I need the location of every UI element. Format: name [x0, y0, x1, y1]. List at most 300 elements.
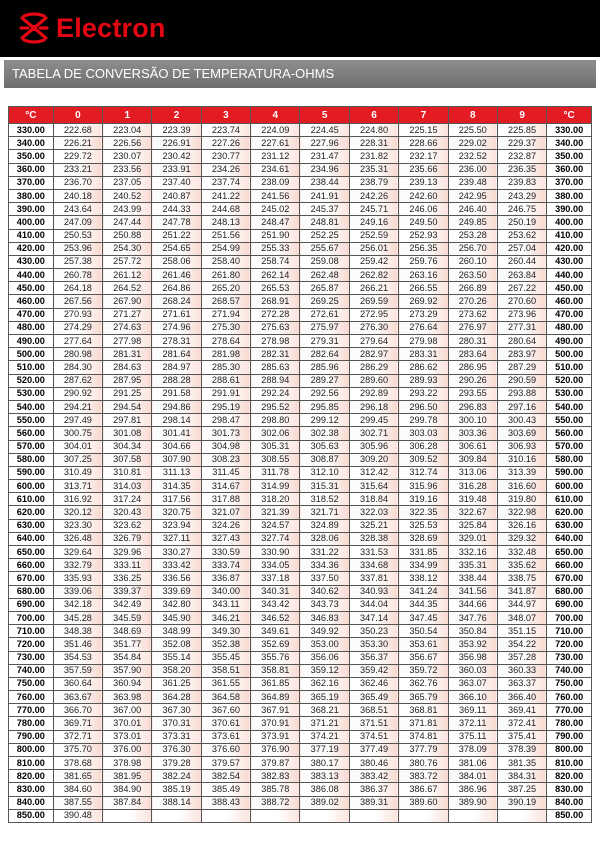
- temperature-cell: 460.00: [9, 295, 54, 308]
- resistance-cell: 377.79: [399, 743, 448, 756]
- resistance-cell: 257.38: [53, 255, 102, 268]
- temperature-cell: 480.00: [9, 321, 54, 334]
- temperature-cell: 540.00: [9, 400, 54, 413]
- resistance-cell: 373.01: [103, 730, 152, 743]
- resistance-cell: 349.30: [201, 625, 250, 638]
- temperature-cell: 780.00: [9, 717, 54, 730]
- resistance-cell: 276.97: [448, 321, 497, 334]
- resistance-cell: 288.28: [152, 374, 201, 387]
- resistance-cell: 299.12: [300, 414, 349, 427]
- resistance-cell: 355.45: [201, 651, 250, 664]
- resistance-cell: 319.48: [448, 493, 497, 506]
- temperature-cell: 810.00: [547, 757, 592, 770]
- resistance-cell: 306.28: [399, 440, 448, 453]
- temperature-cell: 630.00: [9, 519, 54, 532]
- resistance-cell: 300.43: [497, 414, 546, 427]
- table-row: [9, 638, 592, 651]
- resistance-cell: 249.50: [399, 216, 448, 229]
- resistance-cell: 277.64: [53, 335, 102, 348]
- resistance-cell: 353.30: [349, 638, 398, 651]
- resistance-cell: 318.52: [300, 493, 349, 506]
- resistance-cell: 364.28: [152, 691, 201, 704]
- resistance-cell: 226.91: [152, 137, 201, 150]
- resistance-cell: 329.01: [448, 532, 497, 545]
- resistance-cell: 357.59: [53, 664, 102, 677]
- resistance-cell: 256.01: [349, 242, 398, 255]
- resistance-cell: 348.07: [497, 611, 546, 624]
- resistance-cell: 311.78: [251, 466, 300, 479]
- resistance-cell: 291.58: [152, 387, 201, 400]
- resistance-cell: 248.47: [251, 216, 300, 229]
- resistance-cell: 297.16: [497, 400, 546, 413]
- resistance-cell: [399, 809, 448, 822]
- resistance-cell: 352.38: [201, 638, 250, 651]
- temperature-cell: 640.00: [9, 532, 54, 545]
- resistance-cell: 312.74: [399, 466, 448, 479]
- resistance-cell: [103, 809, 152, 822]
- resistance-cell: 244.33: [152, 203, 201, 216]
- temperature-cell: 720.00: [9, 638, 54, 651]
- resistance-cell: 279.31: [300, 335, 349, 348]
- temperature-cell: 670.00: [547, 572, 592, 585]
- resistance-cell: 275.30: [201, 321, 250, 334]
- resistance-cell: 389.90: [448, 796, 497, 809]
- resistance-cell: 330.90: [251, 546, 300, 559]
- resistance-cell: 261.12: [103, 269, 152, 282]
- resistance-cell: 288.61: [201, 374, 250, 387]
- resistance-cell: 320.12: [53, 506, 102, 519]
- resistance-cell: 252.59: [349, 229, 398, 242]
- resistance-cell: 272.61: [300, 308, 349, 321]
- resistance-cell: 334.68: [349, 559, 398, 572]
- table-row: [9, 611, 592, 624]
- resistance-cell: 299.78: [399, 414, 448, 427]
- resistance-cell: 276.30: [349, 321, 398, 334]
- resistance-cell: 383.13: [300, 770, 349, 783]
- temperature-cell: 670.00: [9, 572, 54, 585]
- resistance-cell: 251.90: [251, 229, 300, 242]
- resistance-cell: 295.52: [251, 400, 300, 413]
- resistance-cell: 381.35: [497, 757, 546, 770]
- column-header: 4: [251, 107, 300, 124]
- resistance-cell: [300, 809, 349, 822]
- resistance-cell: 305.96: [349, 440, 398, 453]
- resistance-cell: 235.31: [349, 163, 398, 176]
- column-header: °C: [9, 107, 54, 124]
- table-row: [9, 242, 592, 255]
- resistance-cell: 271.61: [152, 308, 201, 321]
- resistance-cell: 229.72: [53, 150, 102, 163]
- resistance-cell: 333.11: [103, 559, 152, 572]
- resistance-cell: 280.64: [497, 335, 546, 348]
- resistance-cell: 372.71: [53, 730, 102, 743]
- resistance-cell: [152, 809, 201, 822]
- resistance-cell: 237.74: [201, 176, 250, 189]
- resistance-cell: 313.39: [497, 466, 546, 479]
- resistance-cell: 307.58: [103, 453, 152, 466]
- resistance-cell: 390.19: [497, 796, 546, 809]
- temperature-cell: 560.00: [9, 427, 54, 440]
- resistance-cell: 386.67: [399, 783, 448, 796]
- resistance-cell: 310.16: [497, 453, 546, 466]
- table-row: [9, 691, 592, 704]
- resistance-cell: 384.90: [103, 783, 152, 796]
- resistance-cell: 287.29: [497, 361, 546, 374]
- resistance-cell: 341.87: [497, 585, 546, 598]
- resistance-cell: 364.58: [201, 691, 250, 704]
- resistance-cell: 256.70: [448, 242, 497, 255]
- resistance-cell: 331.22: [300, 546, 349, 559]
- temperature-cell: 430.00: [9, 255, 54, 268]
- resistance-cell: 243.64: [53, 203, 102, 216]
- temperature-cell: 760.00: [547, 691, 592, 704]
- temperature-cell: 530.00: [9, 387, 54, 400]
- resistance-cell: 358.81: [251, 664, 300, 677]
- resistance-cell: 296.83: [448, 400, 497, 413]
- table-row: [9, 176, 592, 189]
- table-row: [9, 189, 592, 202]
- resistance-cell: 293.22: [399, 387, 448, 400]
- resistance-cell: 245.71: [349, 203, 398, 216]
- resistance-cell: 267.22: [497, 282, 546, 295]
- resistance-cell: 343.73: [300, 598, 349, 611]
- resistance-cell: 325.84: [448, 519, 497, 532]
- resistance-cell: 326.16: [497, 519, 546, 532]
- resistance-cell: 337.18: [251, 572, 300, 585]
- resistance-cell: 242.26: [349, 189, 398, 202]
- temperature-cell: 710.00: [547, 625, 592, 638]
- resistance-cell: 269.25: [300, 295, 349, 308]
- table-row: [9, 704, 592, 717]
- table-row: [9, 295, 592, 308]
- temperature-cell: 760.00: [9, 691, 54, 704]
- resistance-cell: 308.87: [300, 453, 349, 466]
- resistance-cell: 364.89: [251, 691, 300, 704]
- resistance-cell: 303.36: [448, 427, 497, 440]
- resistance-cell: 302.38: [300, 427, 349, 440]
- resistance-cell: 278.64: [201, 335, 250, 348]
- temperature-cell: 680.00: [9, 585, 54, 598]
- resistance-cell: 263.50: [448, 269, 497, 282]
- resistance-cell: 237.40: [152, 176, 201, 189]
- temperature-cell: 470.00: [9, 308, 54, 321]
- resistance-cell: 263.16: [399, 269, 448, 282]
- resistance-cell: 376.30: [152, 743, 201, 756]
- temperature-cell: 460.00: [547, 295, 592, 308]
- resistance-cell: 353.00: [300, 638, 349, 651]
- resistance-cell: 282.31: [251, 348, 300, 361]
- resistance-cell: 384.31: [497, 770, 546, 783]
- resistance-cell: 343.11: [201, 598, 250, 611]
- resistance-cell: 313.71: [53, 480, 102, 493]
- column-header: 9: [497, 107, 546, 124]
- temperature-cell: 580.00: [547, 453, 592, 466]
- resistance-cell: 258.74: [251, 255, 300, 268]
- resistance-cell: 314.99: [251, 480, 300, 493]
- resistance-cell: 273.29: [399, 308, 448, 321]
- resistance-cell: 275.97: [300, 321, 349, 334]
- temperature-cell: 470.00: [547, 308, 592, 321]
- resistance-cell: 339.69: [152, 585, 201, 598]
- resistance-cell: 286.29: [349, 361, 398, 374]
- resistance-cell: 264.52: [103, 282, 152, 295]
- resistance-cell: 277.31: [497, 321, 546, 334]
- resistance-cell: 315.31: [300, 480, 349, 493]
- resistance-cell: 226.21: [53, 137, 102, 150]
- resistance-cell: 349.92: [300, 625, 349, 638]
- resistance-cell: 309.84: [448, 453, 497, 466]
- resistance-cell: 286.95: [448, 361, 497, 374]
- temperature-cell: 580.00: [9, 453, 54, 466]
- temperature-cell: 720.00: [547, 638, 592, 651]
- resistance-cell: 291.25: [103, 387, 152, 400]
- resistance-cell: 378.68: [53, 757, 102, 770]
- temperature-cell: 530.00: [547, 387, 592, 400]
- resistance-cell: [448, 809, 497, 822]
- brand-logo[interactable]: [16, 8, 166, 48]
- resistance-cell: 258.40: [201, 255, 250, 268]
- table-row: [9, 506, 592, 519]
- temperature-cell: 770.00: [9, 704, 54, 717]
- resistance-cell: 232.87: [497, 150, 546, 163]
- resistance-cell: 241.56: [251, 189, 300, 202]
- table-row: [9, 414, 592, 427]
- table-row: [9, 730, 592, 743]
- resistance-cell: 389.60: [399, 796, 448, 809]
- resistance-cell: 343.42: [251, 598, 300, 611]
- resistance-cell: 287.95: [103, 374, 152, 387]
- resistance-cell: 352.69: [251, 638, 300, 651]
- resistance-cell: 225.15: [399, 124, 448, 137]
- resistance-cell: 388.72: [251, 796, 300, 809]
- temperature-cell: 780.00: [547, 717, 592, 730]
- resistance-cell: 382.24: [152, 770, 201, 783]
- resistance-cell: 330.27: [152, 546, 201, 559]
- resistance-cell: 340.93: [349, 585, 398, 598]
- resistance-cell: 281.64: [152, 348, 201, 361]
- resistance-cell: 318.84: [349, 493, 398, 506]
- resistance-cell: 344.97: [497, 598, 546, 611]
- resistance-cell: 281.31: [103, 348, 152, 361]
- column-header: 1: [103, 107, 152, 124]
- resistance-cell: 306.93: [497, 440, 546, 453]
- resistance-cell: 341.24: [399, 585, 448, 598]
- resistance-cell: 358.51: [201, 664, 250, 677]
- resistance-cell: 312.42: [349, 466, 398, 479]
- temperature-cell: 730.00: [9, 651, 54, 664]
- temperature-cell: 380.00: [9, 189, 54, 202]
- resistance-cell: 238.79: [349, 176, 398, 189]
- temperature-cell: 340.00: [9, 137, 54, 150]
- resistance-cell: 369.71: [53, 717, 102, 730]
- temperature-cell: 850.00: [547, 809, 592, 822]
- resistance-cell: 385.19: [152, 783, 201, 796]
- resistance-cell: 269.59: [349, 295, 398, 308]
- resistance-cell: 265.20: [201, 282, 250, 295]
- resistance-cell: 304.66: [152, 440, 201, 453]
- resistance-cell: 342.18: [53, 598, 102, 611]
- resistance-cell: 303.69: [497, 427, 546, 440]
- temperature-cell: 450.00: [547, 282, 592, 295]
- resistance-cell: 378.98: [103, 757, 152, 770]
- resistance-cell: 372.11: [448, 717, 497, 730]
- resistance-cell: 334.99: [399, 559, 448, 572]
- resistance-cell: 285.30: [201, 361, 250, 374]
- brand-header-bar: [0, 0, 600, 57]
- resistance-cell: 318.20: [251, 493, 300, 506]
- temperature-cell: 520.00: [9, 374, 54, 387]
- temperature-cell: 340.00: [547, 137, 592, 150]
- resistance-cell: 356.37: [349, 651, 398, 664]
- resistance-cell: 342.80: [152, 598, 201, 611]
- resistance-cell: 301.08: [103, 427, 152, 440]
- resistance-cell: 239.83: [497, 176, 546, 189]
- resistance-cell: 369.11: [448, 704, 497, 717]
- resistance-cell: 311.45: [201, 466, 250, 479]
- resistance-cell: 293.55: [448, 387, 497, 400]
- resistance-cell: 294.54: [103, 400, 152, 413]
- resistance-cell: 253.62: [497, 229, 546, 242]
- resistance-cell: 338.12: [399, 572, 448, 585]
- table-row: [9, 677, 592, 690]
- resistance-cell: 274.96: [152, 321, 201, 334]
- resistance-cell: 354.53: [53, 651, 102, 664]
- resistance-cell: 223.39: [152, 124, 201, 137]
- resistance-cell: 386.37: [349, 783, 398, 796]
- resistance-cell: 295.19: [201, 400, 250, 413]
- resistance-cell: 255.67: [300, 242, 349, 255]
- temperature-cell: 800.00: [547, 743, 592, 756]
- table-row: [9, 348, 592, 361]
- temperature-cell: 590.00: [547, 466, 592, 479]
- resistance-cell: 314.03: [103, 480, 152, 493]
- resistance-cell: 233.91: [152, 163, 201, 176]
- resistance-cell: 366.10: [448, 691, 497, 704]
- resistance-cell: 349.61: [251, 625, 300, 638]
- resistance-cell: 309.20: [349, 453, 398, 466]
- resistance-cell: 356.98: [448, 651, 497, 664]
- temperature-cell: 750.00: [547, 677, 592, 690]
- resistance-cell: 304.01: [53, 440, 102, 453]
- resistance-cell: 274.29: [53, 321, 102, 334]
- table-row: [9, 598, 592, 611]
- resistance-cell: 267.56: [53, 295, 102, 308]
- resistance-cell: 366.70: [53, 704, 102, 717]
- resistance-cell: 387.25: [497, 783, 546, 796]
- resistance-cell: 317.56: [152, 493, 201, 506]
- resistance-cell: 368.21: [300, 704, 349, 717]
- temperature-cell: 490.00: [547, 335, 592, 348]
- resistance-cell: 310.81: [103, 466, 152, 479]
- temperature-cell: 600.00: [9, 480, 54, 493]
- table-row: [9, 269, 592, 282]
- resistance-cell: 327.43: [201, 532, 250, 545]
- resistance-cell: 248.13: [201, 216, 250, 229]
- resistance-cell: 274.63: [103, 321, 152, 334]
- resistance-cell: 308.23: [201, 453, 250, 466]
- resistance-cell: 367.60: [201, 704, 250, 717]
- temperature-cell: 610.00: [9, 493, 54, 506]
- resistance-cell: 260.78: [53, 269, 102, 282]
- resistance-cell: 317.88: [201, 493, 250, 506]
- resistance-cell: 346.52: [251, 611, 300, 624]
- resistance-cell: 298.47: [201, 414, 250, 427]
- resistance-cell: 376.00: [103, 743, 152, 756]
- temperature-cell: 500.00: [9, 348, 54, 361]
- resistance-cell: 253.96: [53, 242, 102, 255]
- resistance-cell: 224.45: [300, 124, 349, 137]
- resistance-cell: 227.26: [201, 137, 250, 150]
- temperature-cell: 700.00: [547, 611, 592, 624]
- resistance-cell: 253.28: [448, 229, 497, 242]
- temperature-ohms-table: [8, 106, 592, 823]
- resistance-cell: 372.41: [497, 717, 546, 730]
- resistance-cell: 252.93: [399, 229, 448, 242]
- temperature-cell: 330.00: [547, 124, 592, 137]
- resistance-cell: 266.21: [349, 282, 398, 295]
- resistance-cell: 316.60: [497, 480, 546, 493]
- resistance-cell: 352.08: [152, 638, 201, 651]
- resistance-cell: 376.90: [251, 743, 300, 756]
- temperature-cell: 590.00: [9, 466, 54, 479]
- resistance-cell: 300.75: [53, 427, 102, 440]
- temperature-cell: 610.00: [547, 493, 592, 506]
- table-row: [9, 229, 592, 242]
- resistance-cell: 272.95: [349, 308, 398, 321]
- resistance-cell: 370.31: [152, 717, 201, 730]
- table-row: [9, 124, 592, 137]
- resistance-cell: 279.98: [399, 335, 448, 348]
- resistance-cell: 231.82: [349, 150, 398, 163]
- temperature-cell: 510.00: [547, 361, 592, 374]
- resistance-cell: 360.64: [53, 677, 102, 690]
- resistance-cell: 380.76: [399, 757, 448, 770]
- resistance-cell: 283.64: [448, 348, 497, 361]
- resistance-cell: 386.96: [448, 783, 497, 796]
- temperature-cell: 390.00: [547, 203, 592, 216]
- resistance-cell: 269.92: [399, 295, 448, 308]
- resistance-cell: 378.09: [448, 743, 497, 756]
- resistance-cell: 337.81: [349, 572, 398, 585]
- resistance-cell: 273.96: [497, 308, 546, 321]
- resistance-cell: 326.79: [103, 532, 152, 545]
- resistance-cell: 379.87: [251, 757, 300, 770]
- resistance-cell: 362.46: [349, 677, 398, 690]
- resistance-cell: 227.96: [300, 137, 349, 150]
- resistance-cell: 234.96: [300, 163, 349, 176]
- resistance-cell: 375.11: [448, 730, 497, 743]
- resistance-cell: 340.62: [300, 585, 349, 598]
- resistance-cell: 303.03: [399, 427, 448, 440]
- temperature-cell: 640.00: [547, 532, 592, 545]
- table-row: [9, 770, 592, 783]
- resistance-cell: 324.57: [251, 519, 300, 532]
- resistance-cell: 353.92: [448, 638, 497, 651]
- resistance-cell: 302.71: [349, 427, 398, 440]
- resistance-cell: 293.88: [497, 387, 546, 400]
- resistance-cell: 284.97: [152, 361, 201, 374]
- resistance-cell: 331.53: [349, 546, 398, 559]
- temperature-cell: 570.00: [547, 440, 592, 453]
- resistance-cell: 388.43: [201, 796, 250, 809]
- resistance-cell: 345.28: [53, 611, 102, 624]
- resistance-cell: 289.60: [349, 374, 398, 387]
- table-row: [9, 308, 592, 321]
- resistance-cell: 265.87: [300, 282, 349, 295]
- temperature-cell: 430.00: [547, 255, 592, 268]
- resistance-cell: 231.47: [300, 150, 349, 163]
- resistance-cell: 332.79: [53, 559, 102, 572]
